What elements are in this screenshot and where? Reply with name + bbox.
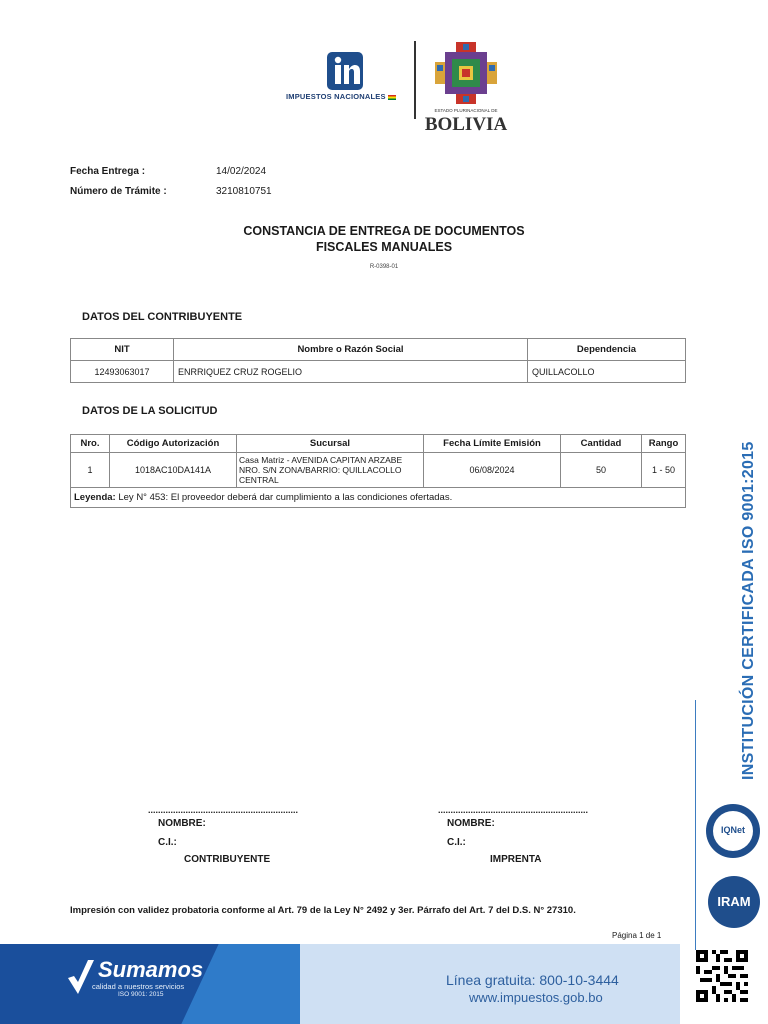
leyenda-cell [71,488,686,508]
cell-codigo: 1018AC10DA141A [110,453,237,488]
leyenda-label: Leyenda: [74,492,116,503]
impuestos-nacionales-logo [286,52,404,112]
cell-dependencia: QUILLACOLLO [528,361,686,383]
contribuyente-table [70,338,686,383]
column-header-nit: NIT [71,339,174,361]
agency-name [286,92,406,101]
signature-left-nombre: NOMBRE: [158,818,206,829]
footer-website[interactable]: www.impuestos.gob.bo [469,990,603,1005]
section-title-solicitud: DATOS DE LA SOLICITUD [82,405,218,417]
column-header-rango: Rango [642,435,686,453]
footer-banner [0,944,680,1024]
bolivia-state-logo [424,40,508,135]
signature-right-nombre: NOMBRE: [447,818,495,829]
footer-phone: Línea gratuita: 800-10-3444 [446,972,619,988]
signature-line-right: ............................................................ [438,805,589,815]
checkmark-icon [66,958,96,998]
document-title-line2: FISCALES MANUALES [315,240,453,254]
footer-slogan-sub: calidad a nuestros servicios [92,982,185,991]
table-row [71,361,686,383]
iso-certification-text: INSTITUCIÓN CERTIFICADA ISO 9001:2015 [740,441,757,780]
cell-sucursal: Casa Matriz - AVENIDA CAPITAN ARZABE NRO. S/N ZONA/BARRIO: QUILLACOLLO CENTRAL [237,453,424,488]
iqnet-seal-inner [713,811,753,851]
column-header-dependencia: Dependencia [528,339,686,361]
state-big-label: BOLIVIA [424,114,508,135]
chakana-emblem-icon [432,40,500,106]
section-title-contribuyente: DATOS DEL CONTRIBUYENTE [82,311,243,323]
state-small-label: ESTADO PLURINACIONAL DE [434,108,498,113]
signature-left-role: CONTRIBUYENTE [184,854,271,865]
column-header-nombre: Nombre o Razón Social [174,339,528,361]
signature-right-ci: C.I.: [447,837,466,848]
footer-slogan: Sumamos [98,957,204,982]
table-header-row [71,435,686,453]
cell-rango: 1 - 50 [642,453,686,488]
cell-nombre: ENRRIQUEZ CRUZ ROGELIO [174,361,528,383]
in-logo-icon [327,52,363,90]
qr-code-icon [696,950,748,1002]
cert-divider-line [695,700,696,950]
form-code: R-0398-01 [369,264,399,270]
legal-note: Impresión con validez probatoria conforme al Art. 79 de la Ley N° 2492 y 3er. Párrafo del Art. 7 del D.S. N° 27310. [70,905,576,916]
table-header-row [71,339,686,361]
iram-label: IRAM [717,894,751,909]
column-header-codigo: Código Autorización [110,435,237,453]
cell-nro: 1 [71,453,110,488]
solicitud-table [70,434,686,508]
fecha-entrega-value: 14/02/2024 [216,166,267,177]
cell-fecha-limite: 06/08/2024 [424,453,561,488]
leyenda-text: Ley N° 453: El proveedor deberá dar cumplimiento a las condiciones ofertadas. [115,492,453,503]
bolivia-flag-icon [388,95,396,100]
column-header-nro: Nro. [71,435,110,453]
cell-cantidad: 50 [561,453,642,488]
agency-name-text: IMPUESTOS NACIONALES [286,92,386,101]
signature-left-ci: C.I.: [158,837,177,848]
column-header-sucursal: Sucursal [237,435,424,453]
numero-tramite-value: 3210810751 [216,186,272,197]
iqnet-label: IQNet [720,825,745,835]
signature-line-left: ............................................................ [148,805,299,815]
table-row [71,453,686,488]
column-header-cantidad: Cantidad [561,435,642,453]
iram-seal-icon [708,876,760,928]
iqnet-certified-seal-icon [706,804,760,858]
header-divider [414,41,416,119]
signature-right-role: IMPRENTA [490,854,542,865]
document-title-line1: CONSTANCIA DE ENTREGA DE DOCUMENTOS [243,224,525,238]
cell-nit: 12493063017 [71,361,174,383]
leyenda-row [71,488,686,508]
numero-tramite-label: Número de Trámite : [70,186,167,197]
column-header-fecha-limite: Fecha Límite Emisión [424,435,561,453]
page-number: Página 1 de 1 [612,931,662,940]
fecha-entrega-label: Fecha Entrega : [70,166,146,177]
footer-slogan-iso: ISO 9001: 2015 [118,991,164,998]
